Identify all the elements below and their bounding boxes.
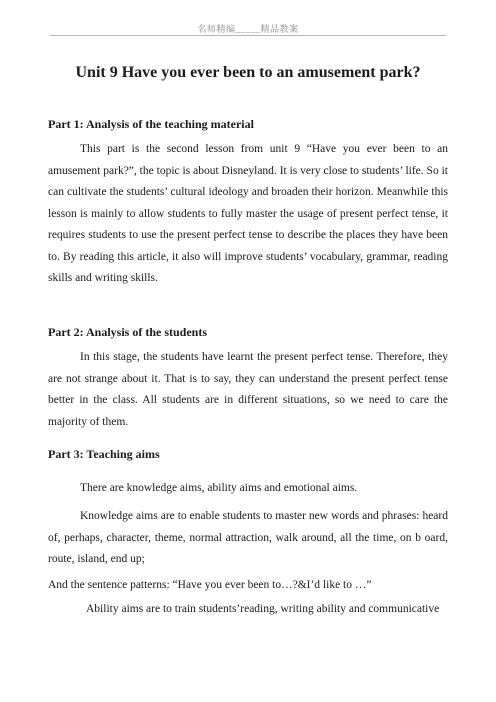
sentence-patterns-line: And the sentence patterns: “Have you ever been to…?&I’d like to …” [48, 579, 372, 591]
teaching-aims-intro: There are knowledge aims, ability aims and emotional aims. [80, 482, 358, 494]
ability-aims-line: Ability aims are to train students’reading, writing ability and communicative [86, 603, 440, 615]
section-heading-part2: Part 2: Analysis of the students [48, 325, 208, 339]
header-divider [50, 35, 446, 36]
document-title: Unit 9 Have you ever been to an amusement park? [75, 64, 421, 81]
section-heading-part1: Part 1: Analysis of the teaching material [48, 117, 254, 131]
section-heading-part3: Part 3: Teaching aims [48, 447, 160, 461]
knowledge-aims-paragraph: Knowledge aims are to enable students to master new words and phrases: heard of, perhaps, character, theme, normal attraction, walk around, all the time, on b oard, route, island, end up; [48, 510, 448, 565]
section-body-part1: This part is the second lesson from unit 9 “Have you ever been to an amusement park?”, the topic is about Disneyland. It is very close to students’ life. So it can cultivate the students’ cultural ideology and broaden their horizon. Meanwhile this lesson is mainly to allow students to fully master the usage of present perfect tense, it requires students to use the present perfect tense to describe the places they have been to. By reading this article, it also will improve students’ vocabulary, grammar, reading skills and writing skills. [48, 143, 448, 284]
section-body-part2: In this stage, the students have learnt the present perfect tense. Therefore, they are not strange about it. That is to say, they can understand the present perfect tense better in the class. All students are in different situations, so we need to care the majority of them. [48, 351, 448, 428]
page-header: 名师精编_____精品教案 [197, 24, 299, 34]
